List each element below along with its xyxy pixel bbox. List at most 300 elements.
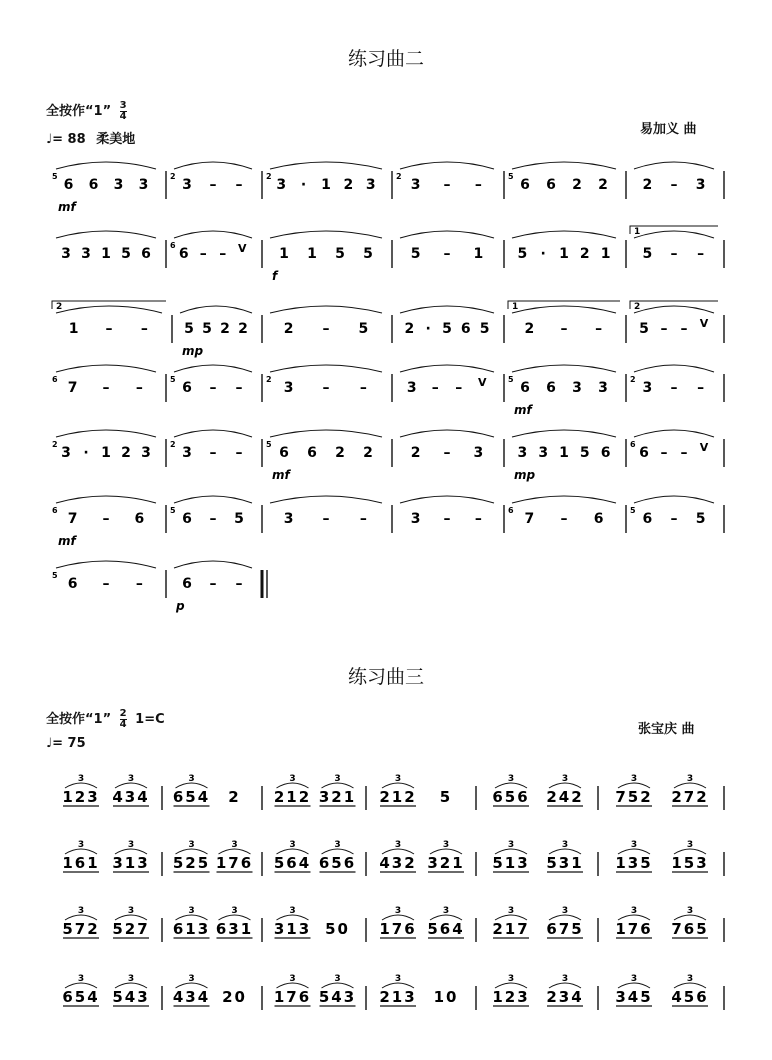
jianpu-note-group: 313 <box>112 854 150 872</box>
slur-arc <box>174 365 252 372</box>
jianpu-note: – <box>140 321 148 337</box>
jianpu-note-group: 525 <box>172 854 211 872</box>
jianpu-note: 6 <box>460 321 471 337</box>
jianpu-note: – <box>209 511 217 527</box>
jianpu-note: – <box>670 177 678 193</box>
jianpu-note: – <box>697 246 705 262</box>
triplet-mark: 3 <box>231 840 238 850</box>
volta-number: 2 <box>634 302 641 312</box>
grace-note: 5 <box>52 172 58 181</box>
jianpu-note: 1 <box>473 246 484 262</box>
slur-arc <box>56 561 156 568</box>
triplet-mark: 3 <box>442 906 450 916</box>
grace-note: 2 <box>630 375 636 384</box>
triplet-mark: 3 <box>334 840 341 850</box>
jianpu-note: 1 <box>101 246 111 262</box>
jianpu-note: 3 <box>182 445 192 461</box>
slur-arc <box>400 496 494 503</box>
jianpu-note: 6 <box>141 246 151 262</box>
jianpu-note-group: 313 <box>273 920 312 938</box>
jianpu-note: · <box>425 321 431 337</box>
volta-bracket <box>630 226 718 234</box>
jianpu-note: 6 <box>600 445 611 461</box>
jianpu-note: 5 <box>410 246 421 262</box>
jianpu-note-group: 161 <box>62 854 100 872</box>
triplet-mark: 3 <box>686 906 694 916</box>
triplet-mark: 3 <box>630 774 638 784</box>
grace-note: 2 <box>170 440 176 449</box>
jianpu-note: 6 <box>182 576 192 592</box>
triplet-mark: 3 <box>630 974 638 984</box>
jianpu-note: – <box>219 246 227 262</box>
grace-note: 6 <box>52 375 58 384</box>
slur-arc <box>270 162 382 169</box>
jianpu-note: 7 <box>67 511 78 527</box>
grace-note: 5 <box>170 506 176 515</box>
jianpu-note: 1 <box>101 445 111 461</box>
time-sig-num: 2 <box>119 708 127 719</box>
jianpu-note: – <box>209 380 217 396</box>
jianpu-note: 1 <box>559 445 569 461</box>
jianpu-note: 5 <box>639 321 649 337</box>
jianpu-note: – <box>322 511 330 527</box>
jianpu-note-group: 531 <box>546 854 584 872</box>
jianpu-note: 3 <box>61 246 71 262</box>
jianpu-note: 3 <box>410 177 421 193</box>
triplet-mark: 3 <box>77 974 85 984</box>
triplet-mark: 3 <box>686 974 694 984</box>
slur-arc <box>512 365 616 372</box>
jianpu-note: 2 <box>343 177 354 193</box>
triplet-mark: 3 <box>188 840 195 850</box>
slur-arc <box>512 162 616 169</box>
jianpu-note: 6 <box>639 445 649 461</box>
jianpu-note-group: 242 <box>546 788 584 806</box>
grace-note: 5 <box>52 571 58 580</box>
key-signature: 1=C <box>135 712 165 727</box>
jianpu-note-group: 212 <box>379 788 417 806</box>
grace-note: 2 <box>266 172 272 181</box>
triplet-mark: 3 <box>561 774 569 784</box>
jianpu-note: 2 <box>335 445 345 461</box>
expression-mark: 柔美地 <box>96 132 136 147</box>
slur-arc <box>174 561 252 568</box>
triplet-mark: 3 <box>686 774 694 784</box>
jianpu-note-group: 527 <box>112 920 150 938</box>
breath-mark: V <box>477 376 487 389</box>
triplet-mark: 3 <box>127 774 135 784</box>
jianpu-note-group: 434 <box>112 788 150 806</box>
jianpu-note: 7 <box>67 380 78 396</box>
jianpu-note: – <box>135 380 143 396</box>
jianpu-note: 2 <box>642 177 653 193</box>
time-sig-den: 4 <box>119 111 127 122</box>
jianpu-note: 3 <box>276 177 287 193</box>
jianpu-note: 3 <box>410 511 421 527</box>
grace-note: 6 <box>630 440 636 449</box>
jianpu-note: 6 <box>520 177 530 193</box>
jianpu-note: 6 <box>182 511 192 527</box>
jianpu-note: – <box>670 246 678 262</box>
triplet-mark: 3 <box>334 774 341 784</box>
jianpu-note: – <box>474 177 482 193</box>
jianpu-note: 3 <box>598 380 608 396</box>
triplet-mark: 3 <box>394 974 402 984</box>
jianpu-note: 2 <box>363 445 373 461</box>
triplet-mark: 3 <box>231 906 238 916</box>
jianpu-note: – <box>670 511 678 527</box>
jianpu-note-group: 217 <box>492 920 530 938</box>
grace-note: 5 <box>630 506 636 515</box>
jianpu-note: 3 <box>695 177 706 193</box>
triplet-mark: 3 <box>561 906 569 916</box>
jianpu-note: 3 <box>113 177 124 193</box>
grace-note: 6 <box>508 506 514 515</box>
breath-mark: V <box>699 317 709 330</box>
triplet-mark: 3 <box>507 774 515 784</box>
dynamic-mark: f <box>272 269 278 283</box>
jianpu-note: 6 <box>63 177 74 193</box>
jianpu-note: 2 <box>598 177 608 193</box>
slur-arc <box>56 496 156 503</box>
jianpu-note-group: 50 <box>325 920 350 938</box>
triplet-mark: 3 <box>127 906 135 916</box>
triplet-mark: 3 <box>127 840 135 850</box>
grace-note: 5 <box>266 440 272 449</box>
triplet-mark: 3 <box>394 840 402 850</box>
grace-note: 2 <box>266 375 272 384</box>
triplet-mark: 3 <box>289 774 296 784</box>
jianpu-note: – <box>105 321 113 337</box>
jianpu-note-group: 234 <box>546 988 584 1006</box>
jianpu-note: 6 <box>307 445 317 461</box>
jianpu-note: 6 <box>67 576 78 592</box>
jianpu-note: 3 <box>538 445 549 461</box>
jianpu-note: 5 <box>479 321 490 337</box>
jianpu-note: 3 <box>182 177 192 193</box>
jianpu-note: 3 <box>138 177 149 193</box>
volta-number: 2 <box>56 302 63 312</box>
jianpu-note: – <box>359 380 367 396</box>
jianpu-note-group: 572 <box>62 920 100 938</box>
jianpu-note: 7 <box>524 511 535 527</box>
triplet-mark: 3 <box>77 840 85 850</box>
slur-arc <box>56 306 162 313</box>
jianpu-note-group: 2 <box>228 788 241 806</box>
jianpu-note: 2 <box>220 321 230 337</box>
slur-arc <box>174 430 252 437</box>
triplet-mark: 3 <box>561 840 569 850</box>
jianpu-note-group: 135 <box>615 854 653 872</box>
triplet-mark: 3 <box>188 906 195 916</box>
jianpu-note-group: 543 <box>112 988 150 1006</box>
jianpu-note: – <box>322 380 330 396</box>
grace-note: 6 <box>52 506 58 515</box>
slur-arc <box>270 430 382 437</box>
slur-arc <box>270 365 382 372</box>
jianpu-note: 6 <box>642 511 653 527</box>
quarter-note-icon: ♩ <box>46 736 53 751</box>
jianpu-note: – <box>443 246 451 262</box>
slur-arc <box>400 162 494 169</box>
time-sig-den: 4 <box>119 719 127 730</box>
jianpu-note: 2 <box>121 445 131 461</box>
grace-note: 6 <box>170 241 176 250</box>
jianpu-note: 5 <box>358 321 369 337</box>
jianpu-note: 6 <box>178 246 189 262</box>
slur-arc <box>634 430 714 437</box>
jianpu-note-group: 752 <box>615 788 653 806</box>
slur-arc <box>634 496 714 503</box>
dynamic-mark: mf <box>58 200 76 214</box>
jianpu-note: 3 <box>283 380 294 396</box>
jianpu-note: 1 <box>68 321 79 337</box>
jianpu-note-group: 345 <box>615 988 653 1006</box>
jianpu-note: – <box>474 511 482 527</box>
jianpu-note-group: 564 <box>273 854 312 872</box>
triplet-mark: 3 <box>289 840 296 850</box>
grace-note: 5 <box>508 172 514 181</box>
breath-mark: V <box>237 242 247 255</box>
jianpu-note-group: 10 <box>433 988 459 1006</box>
jianpu-note: – <box>455 380 463 396</box>
dynamic-mark: mf <box>514 403 532 417</box>
triplet-mark: 3 <box>507 974 515 984</box>
triplet-mark: 3 <box>686 840 694 850</box>
jianpu-note-group: 543 <box>318 988 357 1006</box>
volta-bracket <box>508 301 620 309</box>
triplet-mark: 3 <box>188 974 195 984</box>
jianpu-note: 3 <box>642 380 653 396</box>
jianpu-note: 5 <box>202 321 212 337</box>
jianpu-note: 1 <box>279 246 289 262</box>
time-sig-num: 3 <box>119 100 127 111</box>
triplet-mark: 3 <box>507 840 515 850</box>
dynamic-mark: mf <box>58 534 76 548</box>
slur-arc <box>174 496 252 503</box>
jianpu-note: 2 <box>524 321 535 337</box>
jianpu-note: – <box>680 321 688 337</box>
jianpu-note: – <box>209 445 217 461</box>
jianpu-note: · <box>300 177 307 193</box>
jianpu-note: 6 <box>546 177 556 193</box>
triplet-mark: 3 <box>289 974 296 984</box>
dynamic-mark: mp <box>514 468 536 482</box>
jianpu-note: – <box>595 321 603 337</box>
slur-arc <box>400 430 494 437</box>
triplet-mark: 3 <box>289 906 296 916</box>
jianpu-note-group: 631 <box>215 920 254 938</box>
slur-arc <box>400 306 494 313</box>
jianpu-note: – <box>431 380 439 396</box>
jianpu-note: · <box>83 445 89 461</box>
jianpu-note: 1 <box>321 177 331 193</box>
jianpu-note-group: 123 <box>62 788 100 806</box>
jianpu-note: – <box>235 576 243 592</box>
jianpu-note: 6 <box>593 511 604 527</box>
piece2-composer: 易加义 曲 <box>640 122 697 137</box>
jianpu-note: 5 <box>335 246 345 262</box>
grace-note: 2 <box>52 440 58 449</box>
jianpu-note-group: 765 <box>671 920 709 938</box>
jianpu-note: 3 <box>365 177 376 193</box>
slur-arc <box>270 306 382 313</box>
jianpu-note: 5 <box>579 445 590 461</box>
slur-arc <box>56 162 156 169</box>
triplet-mark: 3 <box>127 974 135 984</box>
jianpu-note-group: 5 <box>439 788 453 806</box>
jianpu-note-group: 272 <box>671 788 709 806</box>
jianpu-note: – <box>102 380 110 396</box>
tempo-value: = 75 <box>52 736 86 751</box>
jianpu-note-group: 20 <box>222 988 247 1006</box>
jianpu-note: 5 <box>695 511 706 527</box>
jianpu-note: – <box>560 511 568 527</box>
volta-number: 1 <box>634 227 641 237</box>
triplet-mark: 3 <box>507 906 515 916</box>
triplet-mark: 3 <box>630 906 638 916</box>
jianpu-note: – <box>359 511 367 527</box>
jianpu-note: 1 <box>559 246 569 262</box>
triplet-mark: 3 <box>442 840 450 850</box>
piece3-composer: 张宝庆 曲 <box>638 722 695 737</box>
jianpu-note: – <box>135 576 143 592</box>
jianpu-note: – <box>443 445 451 461</box>
jianpu-note-group: 321 <box>318 788 357 806</box>
slur-arc <box>512 496 616 503</box>
grace-note: 5 <box>508 375 514 384</box>
jianpu-note: – <box>235 177 243 193</box>
triplet-mark: 3 <box>334 974 341 984</box>
jianpu-note: 2 <box>410 445 421 461</box>
jianpu-note-group: 176 <box>379 920 417 938</box>
jianpu-note-group: 153 <box>671 854 709 872</box>
jianpu-note: – <box>235 380 243 396</box>
jianpu-note: – <box>199 246 207 262</box>
piece3-title: 练习曲三 <box>347 666 424 688</box>
slur-arc <box>634 162 714 169</box>
jianpu-note: – <box>660 445 668 461</box>
jianpu-note: 2 <box>238 321 248 337</box>
slur-arc <box>634 306 714 313</box>
jianpu-note: – <box>322 321 330 337</box>
jianpu-note: 1 <box>307 246 317 262</box>
slur-arc <box>512 430 616 437</box>
jianpu-note-group: 675 <box>546 920 584 938</box>
jianpu-note: – <box>235 445 243 461</box>
piece2-title: 练习曲二 <box>347 48 424 70</box>
jianpu-note-group: 656 <box>492 788 530 806</box>
triplet-mark: 3 <box>188 774 195 784</box>
jianpu-note: 6 <box>88 177 99 193</box>
jianpu-note: – <box>660 321 668 337</box>
tempo-value: = 88 <box>52 132 86 147</box>
fingering-label: 全按作“1” <box>46 104 112 119</box>
jianpu-note-group: 123 <box>492 988 530 1006</box>
slur-arc <box>56 430 156 437</box>
jianpu-note: 6 <box>520 380 530 396</box>
jianpu-note: 3 <box>61 445 71 461</box>
jianpu-note: 5 <box>642 246 653 262</box>
jianpu-note: – <box>102 576 110 592</box>
triplet-mark: 3 <box>394 906 402 916</box>
jianpu-note: 2 <box>404 321 415 337</box>
grace-note: 5 <box>170 375 176 384</box>
jianpu-note: 3 <box>473 445 484 461</box>
jianpu-note: – <box>102 511 110 527</box>
triplet-mark: 3 <box>630 840 638 850</box>
jianpu-note: 3 <box>406 380 417 396</box>
slur-arc <box>400 365 494 372</box>
jianpu-note: 3 <box>81 246 91 262</box>
jianpu-note-group: 513 <box>492 854 530 872</box>
jianpu-note: 5 <box>363 246 373 262</box>
slur-arc <box>634 231 714 238</box>
jianpu-note-group: 176 <box>215 854 254 872</box>
slur-arc <box>270 496 382 503</box>
jianpu-note: – <box>560 321 568 337</box>
quarter-note-icon: ♩ <box>46 132 53 147</box>
jianpu-note-group: 176 <box>273 988 312 1006</box>
slur-arc <box>56 365 156 372</box>
jianpu-note: 3 <box>141 445 151 461</box>
jianpu-note-group: 434 <box>172 988 211 1006</box>
slur-arc <box>634 365 714 372</box>
jianpu-note: 6 <box>182 380 192 396</box>
jianpu-note: 6 <box>546 380 556 396</box>
jianpu-note: 2 <box>572 177 582 193</box>
jianpu-note: – <box>697 380 705 396</box>
slur-arc <box>180 306 252 313</box>
jianpu-note: 3 <box>283 511 294 527</box>
jianpu-note-group: 656 <box>318 854 357 872</box>
jianpu-note: 3 <box>572 380 582 396</box>
triplet-mark: 3 <box>77 906 85 916</box>
slur-arc <box>400 231 494 238</box>
dynamic-mark: mp <box>182 344 204 358</box>
jianpu-note: 6 <box>279 445 289 461</box>
jianpu-note: 2 <box>579 246 590 262</box>
dynamic-mark: p <box>176 599 185 613</box>
slur-arc <box>56 231 156 238</box>
slur-arc <box>512 306 616 313</box>
volta-bracket <box>52 301 166 309</box>
slur-arc <box>174 162 252 169</box>
jianpu-note: 1 <box>600 246 611 262</box>
jianpu-note-group: 654 <box>172 788 211 806</box>
jianpu-note-group: 564 <box>427 920 465 938</box>
volta-number: 1 <box>512 302 519 312</box>
jianpu-note: – <box>209 177 217 193</box>
jianpu-note: 5 <box>442 321 452 337</box>
jianpu-note: 5 <box>184 321 194 337</box>
jianpu-note-group: 213 <box>379 988 417 1006</box>
breath-mark: V <box>699 441 709 454</box>
jianpu-note: 5 <box>517 246 528 262</box>
jianpu-note-group: 321 <box>427 854 465 872</box>
jianpu-note-group: 654 <box>62 988 100 1006</box>
slur-arc <box>512 231 616 238</box>
jianpu-note: 5 <box>234 511 244 527</box>
jianpu-note: 2 <box>283 321 294 337</box>
fingering-label: 全按作“1” <box>46 712 112 727</box>
jianpu-note: 5 <box>121 246 131 262</box>
jianpu-note-group: 613 <box>172 920 211 938</box>
jianpu-note-group: 432 <box>379 854 417 872</box>
jianpu-note: – <box>670 380 678 396</box>
grace-note: 2 <box>396 172 402 181</box>
triplet-mark: 3 <box>394 774 402 784</box>
